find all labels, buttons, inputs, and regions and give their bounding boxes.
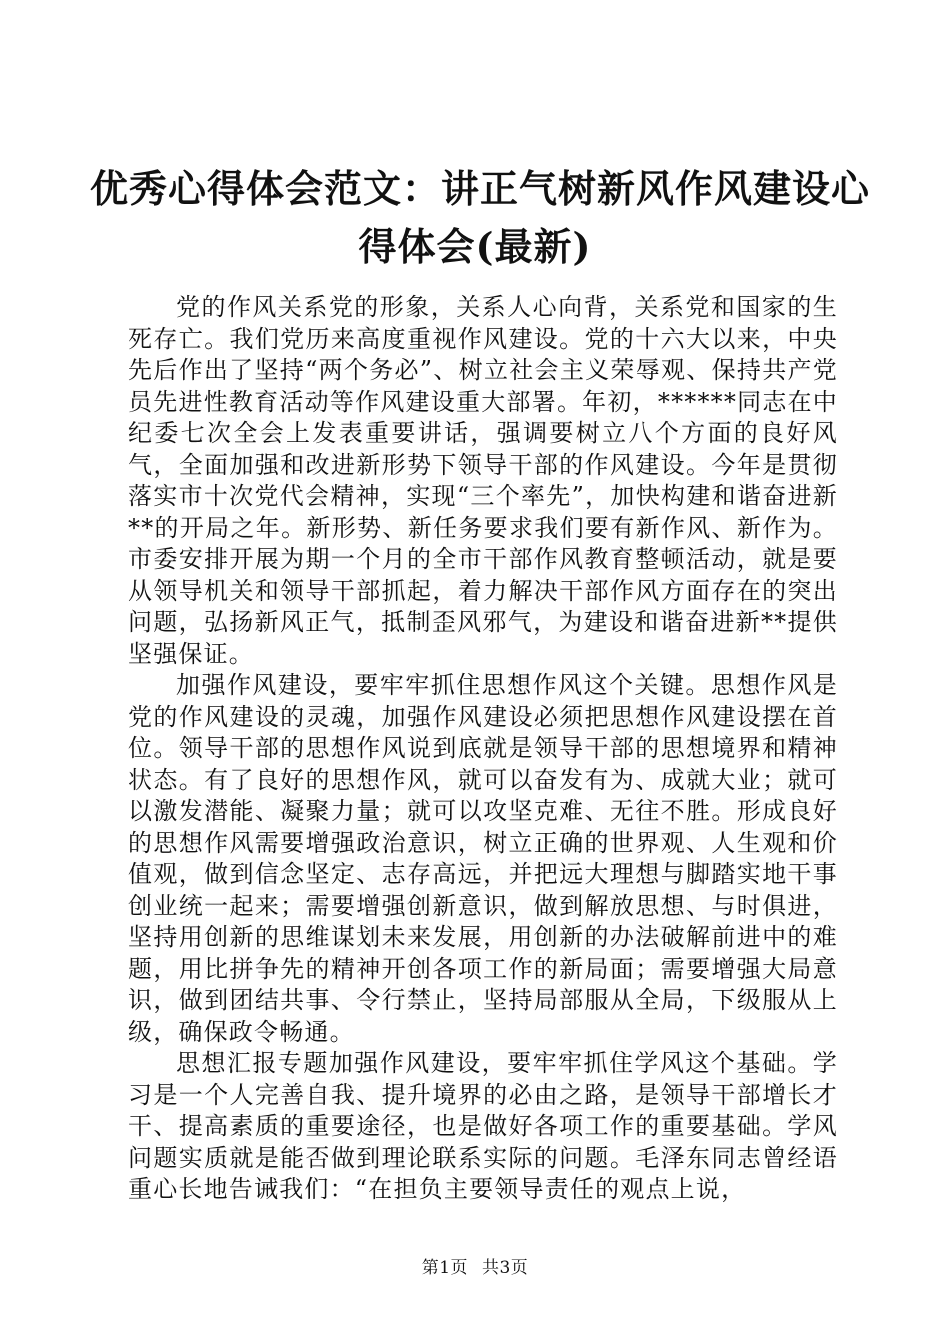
- title-line-1: 优秀心得体会范文：讲正气树新风作风建设心: [90, 166, 871, 211]
- paragraph-3: 思想汇报专题加强作风建设，要牢牢抓住学风这个基础。学习是一个人完善自我、提升境界的必由之路，是领导干部增长才干、提高素质的重要途径，也是做好各项工作的重要基础。学风问题实质就是能否做到理论联系实际的问题。毛泽东同志曾经语重心长地告诫我们：“在担负主要领导责任的观点上说，: [128, 1049, 838, 1203]
- page-footer: [0, 1253, 950, 1278]
- paragraph-2: 加强作风建设，要牢牢抓住思想作风这个关键。思想作风是党的作风建设的灵魂，加强作风建设必须把思想作风建设摆在首位。领导干部的思想作风说到底就是领导干部的思想境界和精神状态。有了良好的思想作风，就可以奋发有为、成就大业；就可以激发潜能、凝聚力量；就可以攻坚克难、无往不胜。形成良好的思想作风需要增强政治意识，树立正确的世界观、人生观和价值观，做到信念坚定、志存高远，并把远大理想与脚踏实地干事创业统一起来；需要增强创新意识，做到解放思想、与时俱进，坚持用创新的思维谋划未来发展，用创新的办法破解前进中的难题，用比拼争先的精神开创各项工作的新局面；需要增强大局意识，做到团结共事、令行禁止，坚持局部服从全局，下级服从上级，确保政令畅通。: [128, 671, 838, 1046]
- title-line-2: 得体会(最新): [358, 224, 592, 269]
- page-number: 第1页: [421, 1258, 469, 1278]
- paragraph-1: 党的作风关系党的形象，关系人心向背，关系党和国家的生死存亡。我们党历来高度重视作风建设。党的十六大以来，中央先后作出了坚持“两个务必”、树立社会主义荣辱观、保持共产党员先进性教育活动等作风建设重大部署。年初，******同志在中纪委七次全会上发表重要讲话，强调要树立八个方面的良好风气，全面加强和改进新形势下领导干部的作风建设。今年是贯彻落实市十次党代会精神，实现“三个率先”，加快构建和谐奋进新**的开局之年。新形势、新任务要求我们要有新作风、新作为。市委安排开展为期一个月的全市干部作风教育整顿活动，就是要从领导机关和领导干部抓起，着力解决干部作风方面存在的突出问题，弘扬新风正气，抵制歪风邪气，为建设和谐奋进新**提供坚强保证。: [128, 293, 838, 668]
- document-title: [90, 160, 871, 276]
- page-total: 共3页: [481, 1258, 529, 1278]
- document-body: [128, 292, 838, 1206]
